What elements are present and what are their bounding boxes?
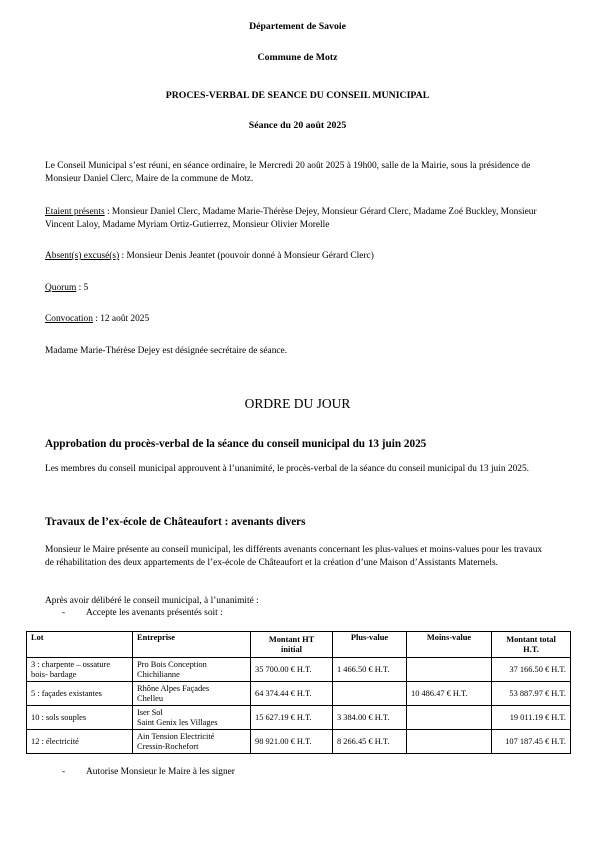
- secretary-paragraph: Madame Marie-Thérèse Dejey est désignée secrétaire de séance.: [45, 346, 288, 356]
- cell-plus: 3 384.00 € H.T.: [333, 706, 407, 730]
- header-plus: Plus-value: [333, 632, 407, 658]
- department-heading: Département de Savoie: [249, 21, 346, 32]
- absent-text: : Monsieur Denis Jeantet (pouvoir donné à Monsieur Gérard Clerc): [119, 251, 374, 261]
- cell-company: Pro Bois Conception Chichilianne: [133, 658, 251, 682]
- convocation-paragraph: [45, 313, 149, 326]
- cell-lot: 12 : électricité: [27, 730, 133, 754]
- bullet-authorize-text: Autorise Monsieur le Maire à les signer: [86, 767, 235, 777]
- present-text: : Monsieur Daniel Clerc, Madame Marie-Thérèse Dejey, Monsieur Gérard Clerc, Madame Zoé Buckley, Monsieur Vincent Laloy, Madame Myriam Ortiz-Gutierrez, Monsieur Olivier Morelle: [45, 207, 537, 230]
- session-date: Séance du 20 août 2025: [248, 120, 347, 131]
- bullet-dash: -: [62, 608, 66, 618]
- header-total: Montant total H.T.: [492, 632, 571, 658]
- bullet-accept: [62, 607, 223, 620]
- cell-company: Iser Sol Saint Genix les Villages: [133, 706, 251, 730]
- agenda-title: ORDRE DU JOUR: [244, 396, 351, 411]
- intro-paragraph: Le Conseil Municipal s’est réuni, en séance ordinaire, le Mercredi 20 août 2025 à 19h00, salle de la Mairie, sous la présidence de Monsieur Daniel Clerc, Maire de la commune de Motz.: [45, 161, 531, 184]
- cell-plus: [333, 682, 407, 706]
- commune-heading: Commune de Motz: [257, 52, 338, 63]
- convocation-label: Convocation: [45, 314, 93, 324]
- document-title: PROCES-VERBAL DE SEANCE DU CONSEIL MUNICIPAL: [165, 90, 430, 101]
- section2-body: Monsieur le Maire présente au conseil municipal, les différents avenants concernant les plus-values et moins-values pour les travaux de réhabilitation des deux appartements de l’ex-école de Châteaufort et la création d’une Maison d’Assistants Maternels.: [45, 545, 543, 568]
- bullet-accept-text: Accepte les avenants présentés soit :: [86, 608, 223, 618]
- table-row: [27, 706, 571, 730]
- section1-title: Approbation du procès-verbal de la séance du conseil municipal du 13 juin 2025: [45, 438, 427, 450]
- absent-paragraph: [45, 250, 553, 263]
- section2-title: Travaux de l’ex-école de Châteaufort : avenants divers: [45, 516, 306, 528]
- cell-company: Rhône Alpes Façades Chelleu: [133, 682, 251, 706]
- cell-total: 107 187.45 € H.T.: [492, 730, 571, 754]
- cell-company: Ain Tension Electricité Cressin-Rochefort: [133, 730, 251, 754]
- table-header-row: [27, 632, 571, 658]
- cell-initial: 35 700.00 € H.T.: [251, 658, 333, 682]
- cell-total: 53 887.97 € H.T.: [492, 682, 571, 706]
- cell-lot: 5 : façades existantes: [27, 682, 133, 706]
- cell-plus: 1 466.50 € H.T.: [333, 658, 407, 682]
- header-company: Entreprise: [133, 632, 251, 658]
- cell-initial: 64 374.44 € H.T.: [251, 682, 333, 706]
- quorum-paragraph: [45, 282, 88, 295]
- deliberation-text: Après avoir délibéré le conseil municipal, à l’unanimité :: [45, 596, 259, 606]
- table-row: [27, 682, 571, 706]
- present-label: Etaient présents: [45, 207, 105, 217]
- cell-minus: [407, 730, 492, 754]
- cell-initial: 98 921.00 € H.T.: [251, 730, 333, 754]
- header-minus: Moins-value: [407, 632, 492, 658]
- bullet-authorize: [62, 766, 235, 779]
- cell-minus: 10 486.47 € H.T.: [407, 682, 492, 706]
- section1-body: Les membres du conseil municipal approuvent à l’unanimité, le procès-verbal de la séance du conseil municipal du 13 juin 2025.: [45, 464, 529, 474]
- cell-minus: [407, 658, 492, 682]
- bullet-dash: -: [62, 767, 66, 777]
- cell-plus: 8 266.45 € H.T.: [333, 730, 407, 754]
- cell-lot: 3 : charpente – ossature bois- bardage: [27, 658, 133, 682]
- cell-total: 37 166.50 € H.T.: [492, 658, 571, 682]
- avenants-table: [26, 631, 571, 754]
- table-row: [27, 730, 571, 754]
- cell-minus: [407, 706, 492, 730]
- cell-lot: 10 : sols souples: [27, 706, 133, 730]
- header-initial: Montant HT initial: [251, 632, 333, 658]
- header-lot: Lot: [27, 632, 133, 658]
- quorum-label: Quorum: [45, 283, 77, 293]
- convocation-text: : 12 août 2025: [92, 314, 150, 324]
- quorum-text: : 5: [76, 283, 89, 293]
- absent-label: Absent(s) excusé(s): [45, 251, 120, 261]
- cell-initial: 15 627.19 € H.T.: [251, 706, 333, 730]
- table-row: [27, 658, 571, 682]
- cell-total: 19 011.19 € H.T.: [492, 706, 571, 730]
- present-paragraph: [45, 206, 553, 232]
